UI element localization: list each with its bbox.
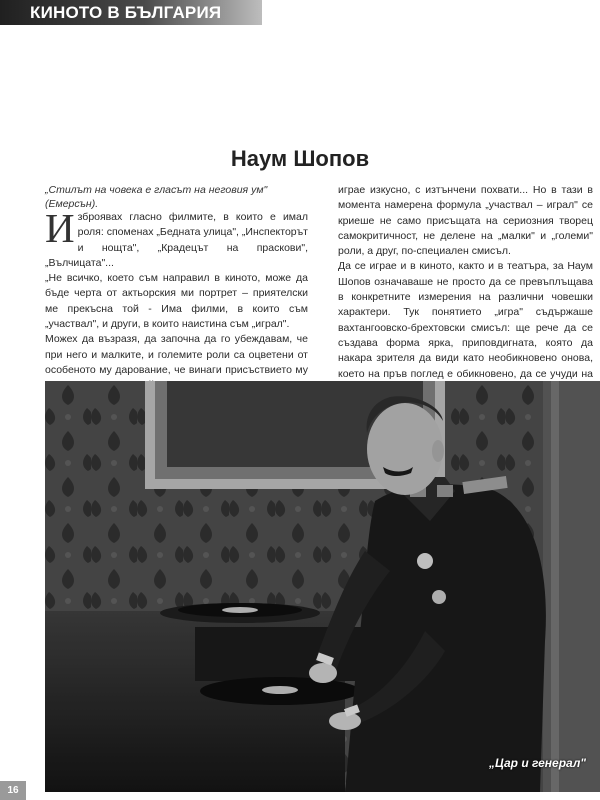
page-number-tab — [0, 781, 26, 800]
photo-illustration — [45, 381, 600, 792]
right-paragraph-1: играе изкусно, с изтънчени похвати... Но в тази в момента намерена формула „участвал – играл" се криеше не само присъщата на сериозния творец самокритичност, не делене на „малки" и „големи" роли, а друг, по-специален смисъл. — [338, 184, 593, 258]
left-column — [45, 205, 308, 394]
left-paragraph-1-text: зброявах гласно филмите, в които е имал роля: споменах „Бедната улица", „Инспекторът и нощта", „Крадецът на праскови", „Вълчицата"... — [45, 211, 308, 269]
right-column — [338, 183, 593, 397]
right-paragraph-2: Да се играе и в киното, както и в театъра, за Наум Шопов означаваше не просто да се превъплъщава в конкретните измерения на различни човешки характери. Тук понятието „игра" съдържаше вахтангоовско-брехтовски смисъл: ще рече да се създава форма ярка, приповдигната, която да накара зрителя да види като необикновено онова, което на пръв поглед е обикновено, да се учуди на — [338, 260, 593, 380]
film-still-photo — [45, 381, 600, 792]
article-title: Наум Шопов — [230, 146, 370, 171]
page-number: 16 — [7, 785, 19, 796]
photo-caption: „Цар и генерал" — [488, 756, 586, 770]
drop-cap: И — [45, 205, 75, 251]
left-paragraph-1 — [45, 205, 308, 271]
section-header — [0, 0, 262, 25]
section-title: КИНОТО В БЪЛГАРИЯ — [30, 2, 222, 22]
left-paragraph-3: Можех да възразя, да започна да го убеждавам, че при него и малките, и големите роли са оцветени от особеното му дарование, че винаги присъствието му — [45, 333, 308, 376]
epigraph: „Стилът на човека е гласът на неговия ум" (Емерсън). — [45, 184, 268, 210]
left-paragraph-2: „Не всичко, което съм направил в киното, може да бъде черта от актьорския ми портрет – приятелски ме прекъсна той - Има филми, в които съм „участвал", и други, в които наистина съм „играл". — [45, 272, 308, 331]
